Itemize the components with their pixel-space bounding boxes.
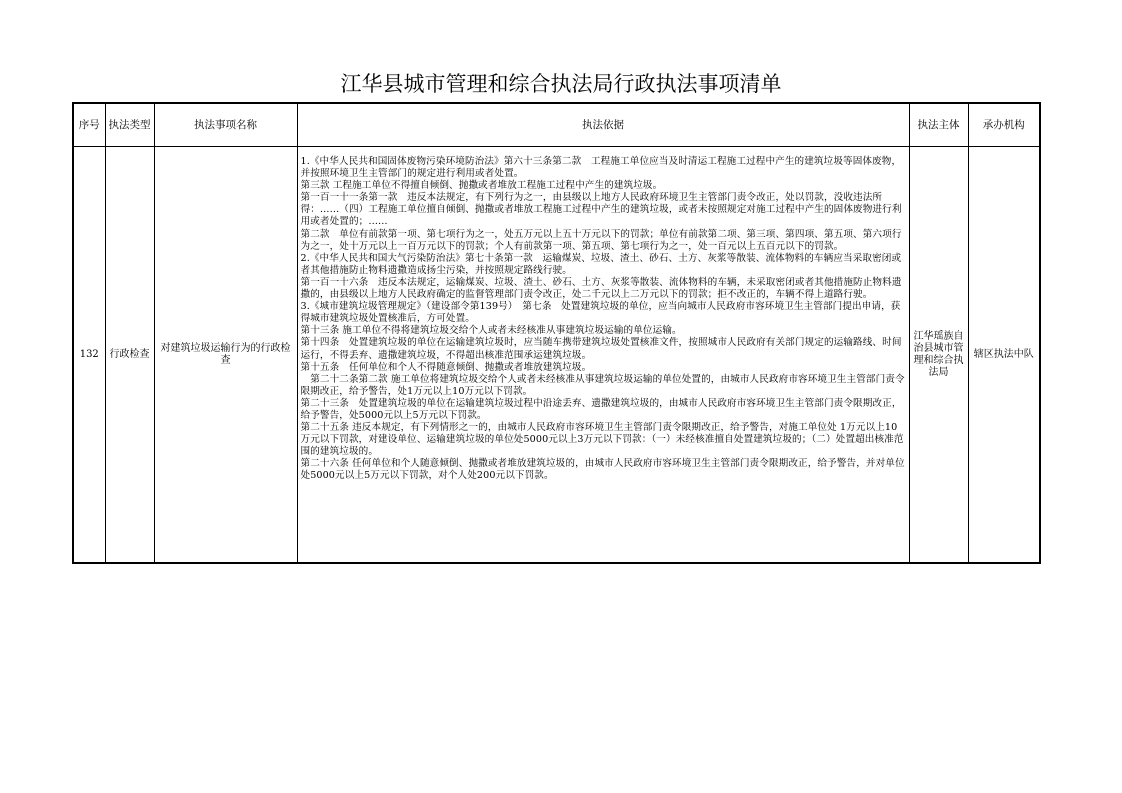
- cell-org: 辖区执法中队: [968, 147, 1040, 564]
- header-subject: 执法主体: [909, 103, 968, 147]
- basis-paragraph: 第十三条 施工单位不得将建筑垃圾交给个人或者未经核准从事建筑垃圾运输的单位运输。: [300, 325, 682, 337]
- basis-paragraph: 第一百一十六条 违反本法规定，运输煤炭、垃圾、渣土、砂石、土方、灰浆等散装、流体物料的车辆，未采取密闭或者其他措施防止物料遗撒的，由县级以上地方人民政府确定的监督管理部门责令改正，处二千元以上二万元以下的罚款；拒不改正的，车辆不得上道路行驶。: [300, 276, 902, 301]
- basis-paragraph: 第二十六条 任何单位和个人随意倾倒、抛撒或者堆放建筑垃圾的，由城市人民政府市容环境卫生主管部门责令限期改正，给予警告，并对单位处5000元以上5万元以下罚款，对个人处200元以下罚款。: [300, 458, 905, 482]
- page-title: 江华县城市管理和综合执法局行政执法事项清单: [340, 72, 782, 96]
- basis-paragraph: 第二十三条 处置建筑垃圾的单位在运输建筑垃圾过程中沿途丢弃、遗撒建筑垃圾的，由城市人民政府市容环境卫生主管部门责令限期改正，给予警告，处5000元以上5万元以下罚款。: [300, 397, 902, 421]
- header-type: 执法类型: [105, 103, 154, 147]
- basis-paragraph: 第二十五条 违反本规定，有下列情形之一的，由城市人民政府市容环境卫生主管部门责令限期改正，给予警告，对施工单位处 1万元以上10万元以下罚款，对建设单位、运输建筑垃圾的单位处5000元以上3万元以下罚款：（一）未经核准擅自处置建筑垃圾的；（二）处置超出核准范围的建筑垃圾的。: [300, 422, 904, 458]
- cell-subject: 江华瑶族自治县城市管理和综合执法局: [909, 147, 968, 564]
- cell-basis: [297, 147, 909, 564]
- cell-name: 对建筑垃圾运输行为的行政检查: [154, 147, 297, 564]
- table-header-row: [73, 103, 1040, 147]
- table-row: [73, 147, 1040, 564]
- enforcement-table: [72, 102, 1041, 564]
- basis-paragraph: 第一百一十一条第一款 违反本法规定，有下列行为之一，由县级以上地方人民政府环境卫生主管部门责令改正，处以罚款，没收违法所得：……（四）工程施工单位擅自倾倒、抛撒或者堆放工程施工过程中产生的建筑垃圾，或者未按照规定对施工过程中产生的固体废物进行利用或者处置的；……: [300, 192, 902, 228]
- basis-paragraph: 2.《中华人民共和国大气污染防治法》第七十条第一款 运输煤炭、垃圾、渣土、砂石、土方、灰浆等散装、流体物料的车辆应当采取密闭或者其他措施防止物料遗撒造成扬尘污染，并按照规定路线行驶。: [300, 252, 902, 276]
- cell-type: 行政检查: [105, 147, 154, 564]
- basis-paragraph: 第十五条 任何单位和个人不得随意倾倒、抛撒或者堆放建筑垃圾。: [300, 361, 592, 373]
- basis-paragraph: 第三款 工程施工单位不得擅自倾倒、抛撒或者堆放工程施工过程中产生的建筑垃圾。: [300, 180, 663, 192]
- cell-seq: 132: [73, 147, 105, 564]
- basis-paragraph: 3.《城市建筑垃圾管理规定》（建设部令第139号） 第七条 处置建筑垃圾的单位，应当向城市人民政府市容环境卫生主管部门提出申请，获得城市建筑垃圾处置核准后，方可处置。: [300, 301, 901, 325]
- basis-paragraph: 第二十二条第二款 施工单位将建筑垃圾交给个人或者未经核准从事建筑垃圾运输的单位处置的，由城市人民政府市容环境卫生主管部门责令限期改正，给予警告，处1万元以上10万元以下罚款。: [300, 373, 905, 397]
- header-name: 执法事项名称: [154, 103, 297, 147]
- basis-paragraph: 第十四条 处置建筑垃圾的单位在运输建筑垃圾时，应当随车携带建筑垃圾处置核准文件，按照城市人民政府有关部门规定的运输路线、时间运行，不得丢弃、遗撒建筑垃圾，不得超出核准范围承运建筑垃圾。: [300, 337, 902, 361]
- header-seq: 序号: [73, 103, 105, 147]
- basis-paragraph: 第二款 单位有前款第一项、第七项行为之一，处五万元以上五十万元以下的罚款；单位有前款第二项、第三项、第四项、第五项、第六项行为之一，处十万元以上一百万元以下的罚款；个人有前款第一项、第五项、第七项行为之一，处一百元以上五百元以下的罚款。: [300, 228, 902, 252]
- header-org: 承办机构: [968, 103, 1040, 147]
- header-basis: 执法依据: [297, 103, 909, 147]
- basis-paragraph: 1.《中华人民共和国固体废物污染环境防治法》第六十三条第二款 工程施工单位应当及时清运工程施工过程中产生的建筑垃圾等固体废物，并按照环境卫生主管部门的规定进行利用或者处置。: [300, 156, 902, 180]
